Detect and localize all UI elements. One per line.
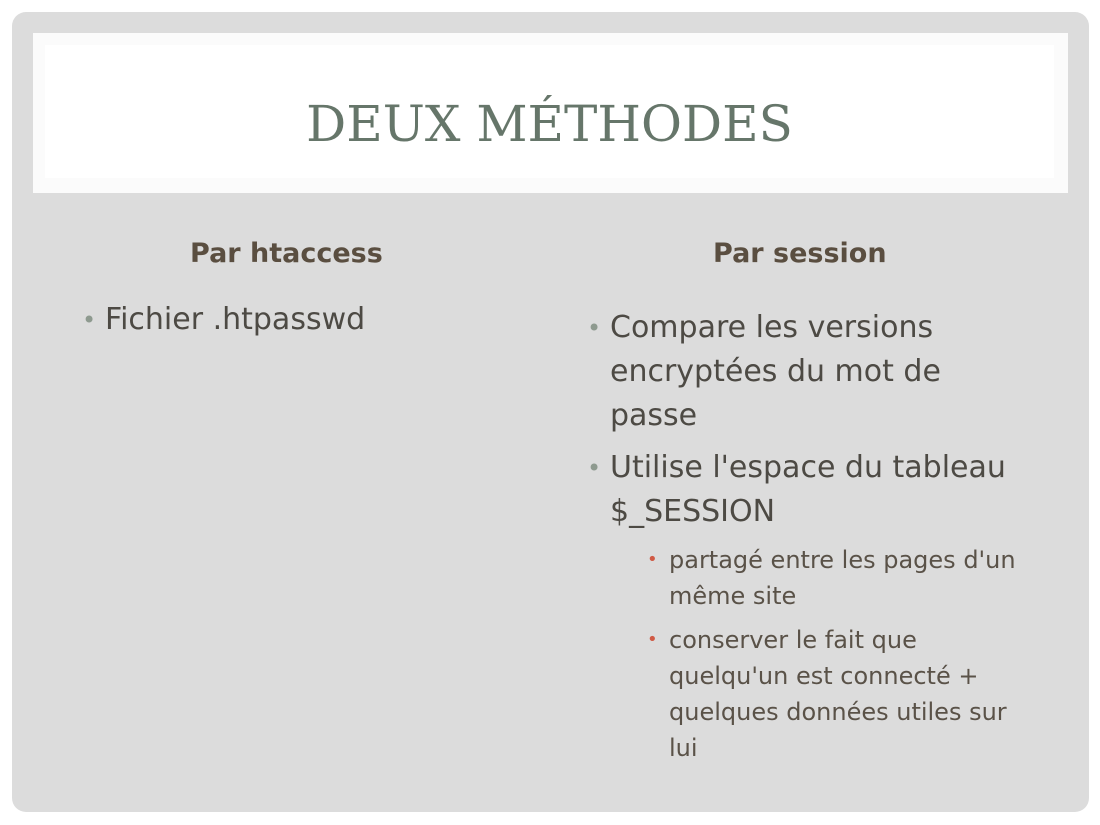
bullet-dot-icon: • (587, 454, 602, 482)
bullet-item (585, 446, 1035, 766)
right-bullet-list (585, 306, 1035, 766)
sub-bullet-item (645, 622, 1035, 766)
bullet-dot-icon: • (587, 314, 602, 342)
sub-bullet-text: partagé entre les pages d'un même site (669, 546, 1016, 610)
sub-bullet-list (645, 542, 1035, 766)
sub-bullet-dot-icon: • (647, 629, 658, 650)
left-bullet-list (80, 298, 500, 342)
sub-bullet-text: conserver le fait que quelqu'un est connecté + quelques données utiles sur lui (669, 626, 1007, 762)
slide-title: DEUX MÉTHODES (306, 95, 793, 153)
bullet-item (585, 306, 1035, 438)
title-band (33, 33, 1068, 193)
bullet-text: Utilise l'espace du tableau $_SESSION (610, 450, 1006, 529)
bullet-dot-icon: • (82, 306, 97, 334)
left-column-heading: Par htaccess (190, 238, 383, 269)
right-column-heading: Par session (713, 238, 887, 269)
bullet-text: Fichier .htpasswd (105, 302, 366, 337)
title-box (45, 45, 1054, 178)
bullet-item (80, 298, 500, 342)
sub-bullet-dot-icon: • (647, 549, 658, 570)
bullet-text: Compare les versions encryptées du mot de passe (610, 310, 941, 433)
sub-bullet-item (645, 542, 1035, 614)
slide (12, 12, 1089, 812)
